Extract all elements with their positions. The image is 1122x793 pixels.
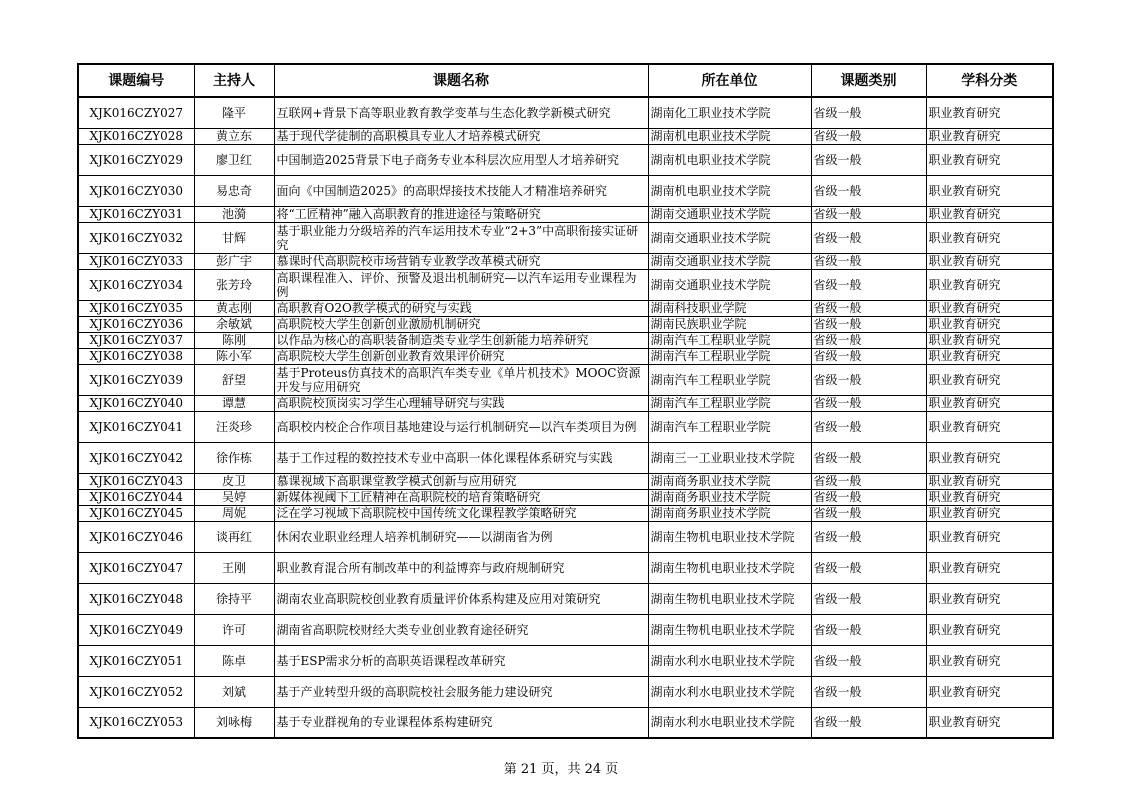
- cell-project-title: 职业教育混合所有制改革中的利益博弈与政府规制研究: [274, 552, 648, 583]
- table-row: [78, 583, 1053, 614]
- cell-project-code: XJK016CZY053: [78, 707, 194, 738]
- project-table-container: [77, 63, 1052, 739]
- cell-unit: 湖南汽车工程职业学院: [648, 364, 811, 395]
- table-row: [78, 707, 1053, 738]
- cell-subject: 职业教育研究: [926, 645, 1053, 676]
- cell-unit: 湖南生物机电职业技术学院: [648, 521, 811, 552]
- cell-category: 省级一般: [811, 253, 926, 269]
- cell-subject: 职业教育研究: [926, 442, 1053, 473]
- cell-category: 省级一般: [811, 645, 926, 676]
- cell-category: 省级一般: [811, 521, 926, 552]
- cell-project-code: XJK016CZY044: [78, 489, 194, 505]
- table-row: [78, 473, 1053, 489]
- cell-subject: 职业教育研究: [926, 175, 1053, 206]
- cell-host: 舒望: [194, 364, 274, 395]
- cell-unit: 湖南交通职业技术学院: [648, 222, 811, 253]
- cell-category: 省级一般: [811, 175, 926, 206]
- cell-subject: 职业教育研究: [926, 128, 1053, 144]
- cell-project-code: XJK016CZY031: [78, 206, 194, 222]
- table-row: [78, 253, 1053, 269]
- cell-unit: 湖南民族职业学院: [648, 316, 811, 332]
- cell-category: 省级一般: [811, 128, 926, 144]
- cell-category: 省级一般: [811, 144, 926, 175]
- cell-project-code: XJK016CZY036: [78, 316, 194, 332]
- header-unit: 所在单位: [648, 64, 811, 97]
- cell-category: 省级一般: [811, 97, 926, 128]
- cell-project-title: 高职课程准入、评价、预警及退出机制研究—以汽车运用专业课程为例: [274, 269, 648, 300]
- cell-project-code: XJK016CZY041: [78, 411, 194, 442]
- cell-project-code: XJK016CZY049: [78, 614, 194, 645]
- page-number: 第 21 页，共 24 页: [503, 762, 619, 777]
- cell-subject: 职业教育研究: [926, 395, 1053, 411]
- cell-category: 省级一般: [811, 473, 926, 489]
- cell-subject: 职业教育研究: [926, 364, 1053, 395]
- table-row: [78, 676, 1053, 707]
- cell-unit: 湖南生物机电职业技术学院: [648, 614, 811, 645]
- table-row: [78, 128, 1053, 144]
- cell-project-code: XJK016CZY038: [78, 348, 194, 364]
- cell-host: 皮卫: [194, 473, 274, 489]
- cell-unit: 湖南汽车工程职业学院: [648, 332, 811, 348]
- cell-subject: 职业教育研究: [926, 614, 1053, 645]
- table-row: [78, 97, 1053, 128]
- cell-host: 刘斌: [194, 676, 274, 707]
- table-row: [78, 645, 1053, 676]
- cell-category: 省级一般: [811, 222, 926, 253]
- cell-project-title: 泛在学习视域下高职院校中国传统文化课程教学策略研究: [274, 505, 648, 521]
- cell-host: 隆平: [194, 97, 274, 128]
- cell-category: 省级一般: [811, 614, 926, 645]
- cell-host: 陈刚: [194, 332, 274, 348]
- cell-unit: 湖南交通职业技术学院: [648, 206, 811, 222]
- cell-project-code: XJK016CZY047: [78, 552, 194, 583]
- table-header-row: [78, 64, 1053, 97]
- cell-subject: 职业教育研究: [926, 552, 1053, 583]
- cell-project-title: 高职院校顶岗实习学生心理辅导研究与实践: [274, 395, 648, 411]
- cell-category: 省级一般: [811, 364, 926, 395]
- cell-subject: 职业教育研究: [926, 583, 1053, 614]
- cell-project-code: XJK016CZY043: [78, 473, 194, 489]
- cell-project-title: 湖南农业高职院校创业教育质量评价体系构建及应用对策研究: [274, 583, 648, 614]
- cell-project-code: XJK016CZY032: [78, 222, 194, 253]
- cell-host: 易忠奇: [194, 175, 274, 206]
- cell-subject: 职业教育研究: [926, 348, 1053, 364]
- table-row: [78, 316, 1053, 332]
- cell-host: 吴婷: [194, 489, 274, 505]
- cell-project-code: XJK016CZY027: [78, 97, 194, 128]
- cell-subject: 职业教育研究: [926, 332, 1053, 348]
- header-category: 课题类别: [811, 64, 926, 97]
- cell-project-title: 基于工作过程的数控技术专业中高职一体化课程体系研究与实践: [274, 442, 648, 473]
- cell-project-code: XJK016CZY045: [78, 505, 194, 521]
- cell-project-title: 休闲农业职业经理人培养机制研究——以湖南省为例: [274, 521, 648, 552]
- cell-subject: 职业教育研究: [926, 411, 1053, 442]
- cell-subject: 职业教育研究: [926, 144, 1053, 175]
- cell-project-code: XJK016CZY029: [78, 144, 194, 175]
- cell-project-code: XJK016CZY034: [78, 269, 194, 300]
- cell-category: 省级一般: [811, 269, 926, 300]
- cell-subject: 职业教育研究: [926, 473, 1053, 489]
- header-project-title: 课题名称: [274, 64, 648, 97]
- cell-category: 省级一般: [811, 489, 926, 505]
- cell-project-code: XJK016CZY040: [78, 395, 194, 411]
- cell-unit: 湖南商务职业技术学院: [648, 473, 811, 489]
- cell-host: 陈卓: [194, 645, 274, 676]
- cell-subject: 职业教育研究: [926, 222, 1053, 253]
- table-row: [78, 348, 1053, 364]
- cell-unit: 湖南机电职业技术学院: [648, 175, 811, 206]
- table-row: [78, 144, 1053, 175]
- cell-project-title: 新媒体视阈下工匠精神在高职院校的培育策略研究: [274, 489, 648, 505]
- cell-project-code: XJK016CZY039: [78, 364, 194, 395]
- cell-host: 许可: [194, 614, 274, 645]
- cell-category: 省级一般: [811, 316, 926, 332]
- cell-subject: 职业教育研究: [926, 521, 1053, 552]
- cell-project-code: XJK016CZY052: [78, 676, 194, 707]
- cell-unit: 湖南汽车工程职业学院: [648, 411, 811, 442]
- cell-unit: 湖南化工职业技术学院: [648, 97, 811, 128]
- cell-project-title: 将“工匠精神”融入高职教育的推进途径与策略研究: [274, 206, 648, 222]
- cell-category: 省级一般: [811, 552, 926, 583]
- cell-subject: 职业教育研究: [926, 316, 1053, 332]
- cell-host: 余敏斌: [194, 316, 274, 332]
- cell-category: 省级一般: [811, 300, 926, 316]
- cell-project-title: 基于现代学徒制的高职模具专业人才培养模式研究: [274, 128, 648, 144]
- cell-project-title: 面向《中国制造2025》的高职焊接技术技能人才精准培养研究: [274, 175, 648, 206]
- cell-host: 廖卫红: [194, 144, 274, 175]
- table-row: [78, 489, 1053, 505]
- cell-subject: 职业教育研究: [926, 505, 1053, 521]
- cell-project-title: 高职院校大学生创新创业激励机制研究: [274, 316, 648, 332]
- cell-host: 谈再红: [194, 521, 274, 552]
- cell-project-code: XJK016CZY048: [78, 583, 194, 614]
- cell-project-title: 基于职业能力分级培养的汽车运用技术专业“2+3”中高职衔接实证研究: [274, 222, 648, 253]
- project-table: [77, 63, 1054, 739]
- cell-category: 省级一般: [811, 583, 926, 614]
- cell-project-code: XJK016CZY051: [78, 645, 194, 676]
- cell-project-title: 慕课视域下高职课堂教学模式创新与应用研究: [274, 473, 648, 489]
- cell-unit: 湖南机电职业技术学院: [648, 144, 811, 175]
- cell-unit: 湖南三一工业职业技术学院: [648, 442, 811, 473]
- cell-category: 省级一般: [811, 395, 926, 411]
- cell-project-title: 高职校内校企合作项目基地建设与运行机制研究—以汽车类项目为例: [274, 411, 648, 442]
- cell-unit: 湖南生物机电职业技术学院: [648, 552, 811, 583]
- cell-unit: 湖南科技职业学院: [648, 300, 811, 316]
- cell-unit: 湖南水利水电职业技术学院: [648, 645, 811, 676]
- table-row: [78, 300, 1053, 316]
- cell-subject: 职业教育研究: [926, 253, 1053, 269]
- cell-unit: 湖南生物机电职业技术学院: [648, 583, 811, 614]
- cell-project-code: XJK016CZY046: [78, 521, 194, 552]
- cell-host: 王刚: [194, 552, 274, 583]
- cell-unit: 湖南水利水电职业技术学院: [648, 676, 811, 707]
- cell-unit: 湖南交通职业技术学院: [648, 269, 811, 300]
- cell-unit: 湖南水利水电职业技术学院: [648, 707, 811, 738]
- cell-unit: 湖南交通职业技术学院: [648, 253, 811, 269]
- cell-host: 池漪: [194, 206, 274, 222]
- cell-host: 黄志刚: [194, 300, 274, 316]
- table-row: [78, 364, 1053, 395]
- cell-project-title: 慕课时代高职院校市场营销专业教学改革模式研究: [274, 253, 648, 269]
- header-subject: 学科分类: [926, 64, 1053, 97]
- cell-host: 徐作栋: [194, 442, 274, 473]
- cell-host: 张芳玲: [194, 269, 274, 300]
- cell-project-code: XJK016CZY042: [78, 442, 194, 473]
- cell-project-code: XJK016CZY035: [78, 300, 194, 316]
- table-row: [78, 521, 1053, 552]
- cell-host: 周妮: [194, 505, 274, 521]
- cell-subject: 职业教育研究: [926, 300, 1053, 316]
- cell-host: 陈小军: [194, 348, 274, 364]
- header-project-code: 课题编号: [78, 64, 194, 97]
- cell-category: 省级一般: [811, 206, 926, 222]
- cell-subject: 职业教育研究: [926, 97, 1053, 128]
- table-row: [78, 552, 1053, 583]
- cell-unit: 湖南商务职业技术学院: [648, 505, 811, 521]
- cell-host: 刘咏梅: [194, 707, 274, 738]
- cell-subject: 职业教育研究: [926, 489, 1053, 505]
- table-row: [78, 395, 1053, 411]
- cell-unit: 湖南商务职业技术学院: [648, 489, 811, 505]
- cell-unit: 湖南汽车工程职业学院: [648, 395, 811, 411]
- cell-subject: 职业教育研究: [926, 206, 1053, 222]
- cell-unit: 湖南机电职业技术学院: [648, 128, 811, 144]
- cell-project-code: XJK016CZY037: [78, 332, 194, 348]
- table-row: [78, 332, 1053, 348]
- cell-unit: 湖南汽车工程职业学院: [648, 348, 811, 364]
- table-row: [78, 411, 1053, 442]
- cell-project-title: 互联网+背景下高等职业教育教学变革与生态化教学新模式研究: [274, 97, 648, 128]
- cell-project-code: XJK016CZY028: [78, 128, 194, 144]
- table-row: [78, 175, 1053, 206]
- table-row: [78, 269, 1053, 300]
- cell-category: 省级一般: [811, 348, 926, 364]
- cell-project-title: 高职院校大学生创新创业教育效果评价研究: [274, 348, 648, 364]
- cell-project-title: 基于产业转型升级的高职院校社会服务能力建设研究: [274, 676, 648, 707]
- cell-subject: 职业教育研究: [926, 707, 1053, 738]
- table-row: [78, 206, 1053, 222]
- cell-category: 省级一般: [811, 505, 926, 521]
- cell-category: 省级一般: [811, 411, 926, 442]
- cell-host: 徐持平: [194, 583, 274, 614]
- cell-category: 省级一般: [811, 442, 926, 473]
- header-host: 主持人: [194, 64, 274, 97]
- cell-host: 谭慧: [194, 395, 274, 411]
- cell-category: 省级一般: [811, 676, 926, 707]
- cell-host: 彭广宇: [194, 253, 274, 269]
- cell-project-title: 基于Proteus仿真技术的高职汽车类专业《单片机技术》MOOC资源开发与应用研究: [274, 364, 648, 395]
- cell-host: 汪炎珍: [194, 411, 274, 442]
- table-row: [78, 505, 1053, 521]
- table-row: [78, 442, 1053, 473]
- cell-project-title: 基于ESP需求分析的高职英语课程改革研究: [274, 645, 648, 676]
- cell-project-code: XJK016CZY030: [78, 175, 194, 206]
- cell-project-title: 中国制造2025背景下电子商务专业本科层次应用型人才培养研究: [274, 144, 648, 175]
- cell-project-title: 以作品为核心的高职装备制造类专业学生创新能力培养研究: [274, 332, 648, 348]
- cell-host: 黄立东: [194, 128, 274, 144]
- cell-category: 省级一般: [811, 332, 926, 348]
- cell-project-title: 湖南省高职院校财经大类专业创业教育途径研究: [274, 614, 648, 645]
- cell-subject: 职业教育研究: [926, 676, 1053, 707]
- cell-project-title: 高职教育O2O教学模式的研究与实践: [274, 300, 648, 316]
- table-row: [78, 614, 1053, 645]
- table-row: [78, 222, 1053, 253]
- cell-project-title: 基于专业群视角的专业课程体系构建研究: [274, 707, 648, 738]
- cell-subject: 职业教育研究: [926, 269, 1053, 300]
- cell-project-code: XJK016CZY033: [78, 253, 194, 269]
- cell-category: 省级一般: [811, 707, 926, 738]
- cell-host: 甘辉: [194, 222, 274, 253]
